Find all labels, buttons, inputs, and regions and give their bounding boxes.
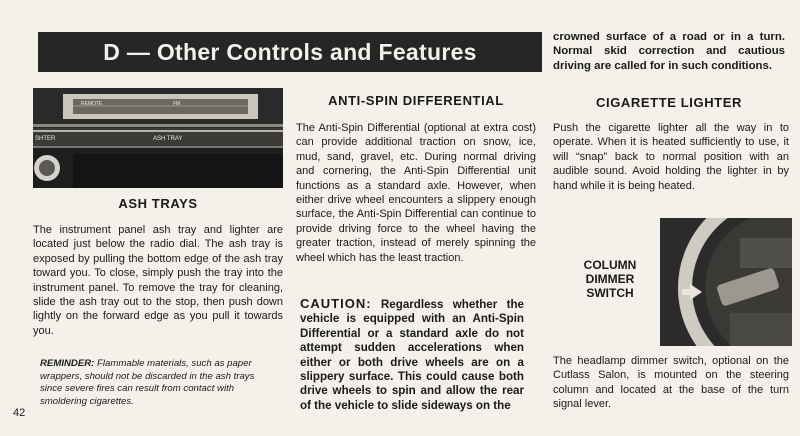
dimmer-switch-body (553, 354, 789, 412)
ash-tray-label: ASH TRAY (153, 136, 183, 142)
cigarette-lighter-body (553, 121, 789, 193)
radio-fm-label: FM (173, 101, 181, 107)
page-number: 42 (13, 407, 26, 419)
anti-spin-heading: ANTI-SPIN DIFFERENTIAL (328, 93, 504, 108)
steering-column-illustration (660, 218, 792, 346)
reminder-label: REMINDER: (40, 358, 95, 369)
ash-trays-paragraph: The instrument panel ash tray and lighter are located just below the radio dial. The ash tray is exposed by pulling the bottom edge of the ash tray toward you. To close, simply push the tray into the instrument panel. To remove the tray for cleaning, slide the ash tray out to the stop, then push down lightly on the forward edge as you pull it towards you. (33, 224, 283, 337)
ash-trays-body (33, 223, 283, 338)
radio-remote-label: REMOTE (81, 101, 103, 107)
anti-spin-paragraph: The Anti-Spin Differential (optional at extra cost) can provide additional traction on snow, ice, mud, sand, gravel, etc. During normal driving and cornering, the Anti-Spin Differential unit functions as a standard axle. However, when either drive wheel encounters a slippery enough surface, the Anti-Spin Differential can continue to provide driving force to the wheel having the greater traction, instead of merely spinning the wheel which has the least traction. (296, 122, 536, 264)
ash-trays-heading: ASH TRAYS (118, 196, 198, 211)
radio-ash-tray-photo (33, 88, 283, 188)
cigarette-lighter-paragraph: Push the cigarette lighter all the way in to operate. When it is heated sufficiently to use, it will “snap” back to normal position with an audible sound. Avoid holding the lighter in by hand while it is being heated. (553, 122, 789, 192)
column-dimmer-label: COLUMN DIMMER SWITCH (583, 258, 637, 300)
lighter-label: SHTER (35, 136, 56, 142)
anti-spin-body (296, 121, 536, 265)
section-title: D — Other Controls and Features (38, 32, 542, 72)
caution-note (300, 297, 524, 413)
steering-column-photo (660, 218, 792, 346)
reminder-text: Flammable materials, such as paper wrappers, should not be discarded in the ash trays since severe fires can result from contact with smoldering cigarettes. (40, 358, 255, 407)
cigarette-lighter-heading: CIGARETTE LIGHTER (596, 95, 742, 110)
dimmer-switch-paragraph: The headlamp dimmer switch, optional on the Cutlass Salon, is mounted on the steering column and located at the base of the turn signal lever. (553, 355, 789, 411)
caution-text: Regardless whether the vehicle is equipped with an Anti-Spin Differential or a standard axle do not attempt sudden accelerations when either or both drive wheels are on a slippery surface. This could cause both drive wheels to spin and allow the rear of the vehicle to slide sideways on the (300, 298, 524, 412)
radio-panel-illustration (33, 88, 283, 188)
caution-label: CAUTION: (300, 296, 372, 311)
reminder-note (40, 358, 275, 408)
continued-text: crowned surface of a road or in a turn. Normal skid correction and cautious driving are called for in such conditions. (553, 31, 785, 72)
